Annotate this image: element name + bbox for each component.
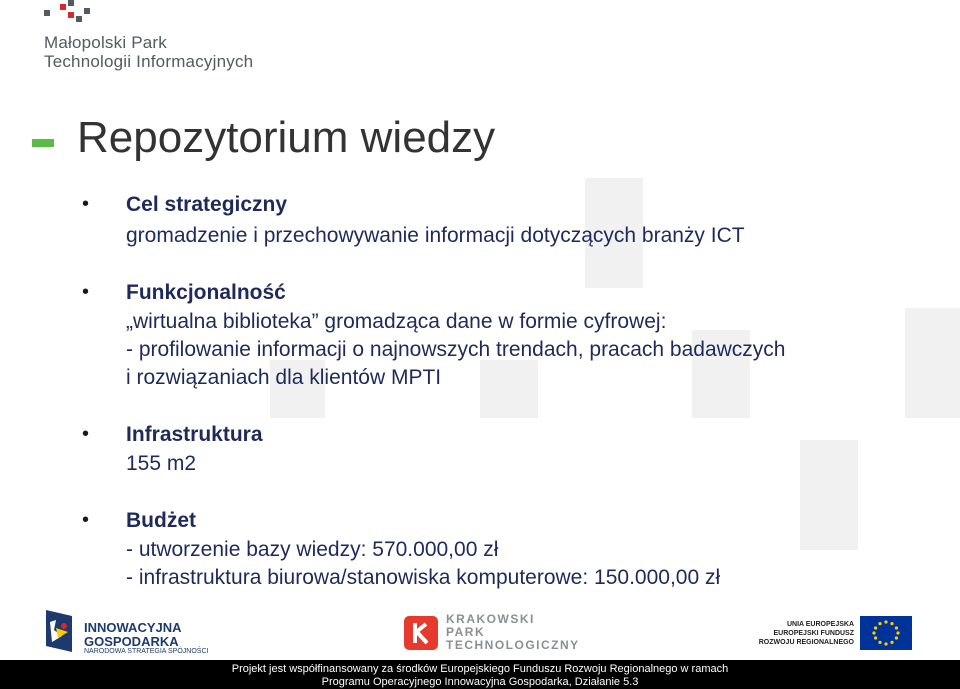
section-heading: Funkcjonalność [126, 281, 286, 304]
background-square [480, 360, 538, 418]
logo-text: Małopolski Park [44, 33, 167, 52]
footer-text: Programu Operacyjnego Innowacyjna Gospodarka, Działanie 5.3 [321, 676, 639, 688]
innowacyjna-gospodarka-logo-icon [42, 608, 78, 654]
kpt-logo-icon [404, 616, 438, 650]
section-heading: Infrastruktura [126, 423, 263, 446]
eu-logo-text: ROZWOJU REGIONALNEGO [758, 639, 854, 646]
section-line: i rozwiązaniach dla klientów MPTI [126, 366, 442, 389]
section-heading: Budżet [126, 509, 196, 532]
ig-logo-text: GOSPODARKA [84, 634, 179, 649]
background-square [905, 308, 960, 418]
title-marker [32, 139, 54, 147]
section-line: gromadzenie i przechowywanie informacji dotyczących branży ICT [126, 224, 745, 247]
ig-logo-text: INNOWACYJNA [84, 620, 182, 635]
eu-logo-text: EUROPEJSKI FUNDUSZ [773, 630, 854, 637]
kpt-logo-text: KRAKOWSKI [446, 612, 535, 626]
background-square [800, 440, 858, 550]
logo-text: Technologii Informacyjnych [44, 52, 254, 71]
footer-text: Projekt jest współfinansowany za środków Europejskiego Funduszu Rozwoju Regionalnego w ramach [231, 663, 729, 675]
kpt-logo-text: TECHNOLOGICZNY [446, 638, 580, 652]
bullet-icon: • [82, 509, 90, 531]
section-line: 155 m2 [126, 452, 197, 475]
ig-logo-text: NARODOWA STRATEGIA SPÓJNOŚCI [84, 648, 209, 655]
section-heading: Cel strategiczny [126, 193, 288, 216]
eu-logo-text: UNIA EUROPEJSKA [786, 621, 854, 628]
section-line: - utworzenie bazy wiedzy: 570.000,00 zł [126, 538, 499, 561]
section-line: „wirtualna biblioteka” gromadząca dane w formie cyfrowej: [126, 310, 667, 333]
bullet-icon: • [82, 281, 90, 303]
page-title: Repozytorium wiedzy [77, 113, 496, 162]
footer-bar [0, 660, 960, 689]
kpt-logo-text: PARK [446, 625, 486, 639]
bullet-icon: • [82, 423, 90, 445]
eu-flag-icon [860, 616, 912, 650]
section-line: - infrastruktura biurowa/stanowiska komputerowe: 150.000,00 zł [126, 566, 721, 589]
mpti-logo-mark-icon [42, 0, 102, 30]
bullet-icon: • [82, 193, 90, 215]
section-line: - profilowanie informacji o najnowszych trendach, pracach badawczych [126, 338, 786, 361]
